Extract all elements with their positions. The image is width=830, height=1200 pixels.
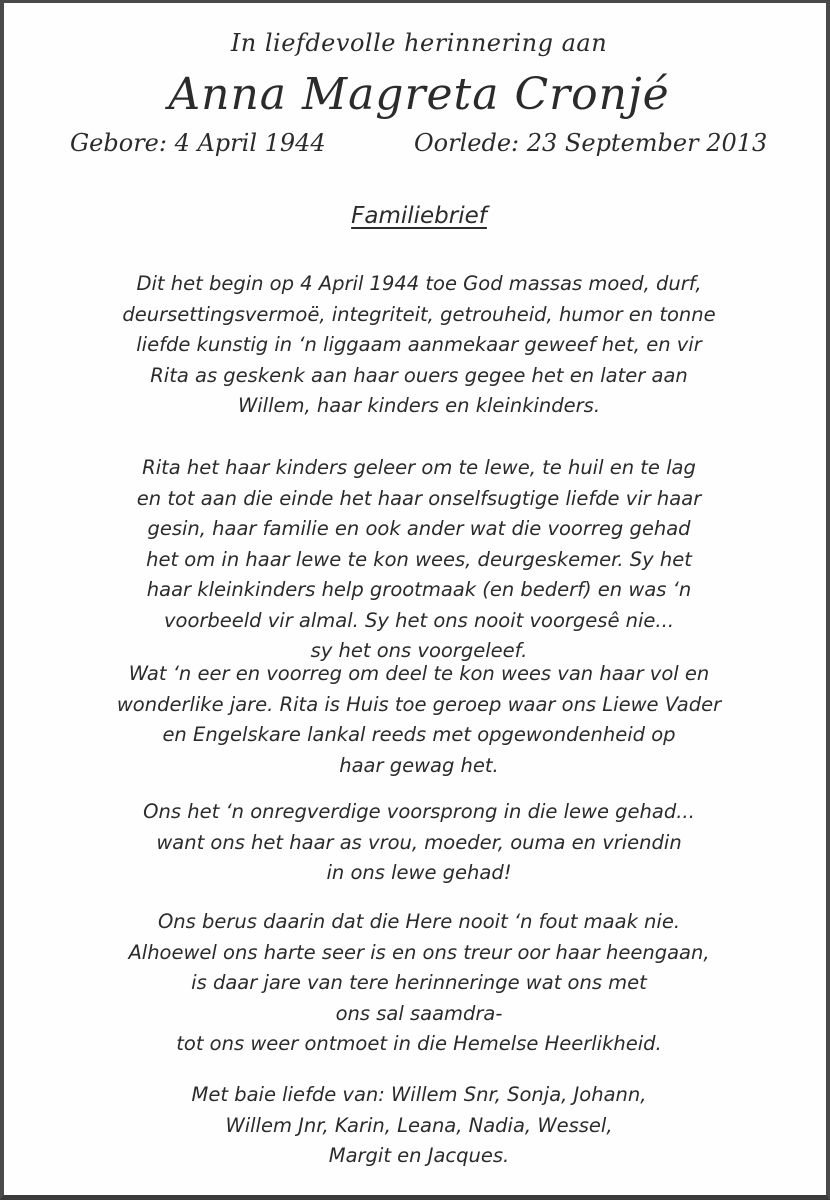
letter-title-text: Familiebrief	[351, 203, 487, 229]
paragraph-signature	[34, 1080, 804, 1172]
text-line: Wat ‘n eer en voorreg om deel te kon wees van haar vol en	[128, 662, 710, 685]
text-line: want ons het haar as vrou, moeder, ouma en vriendin	[156, 830, 682, 854]
text-line: en Engelskare lankal reeds met opgewondenheid op	[162, 723, 676, 746]
paragraph-faith	[34, 907, 804, 1060]
text-line: Margit en Jacques.	[328, 1144, 510, 1167]
paragraph-headstart	[34, 797, 804, 889]
text-line: is daar jare van tere herinneringe wat ons met	[191, 971, 647, 994]
letter-title	[4, 203, 830, 229]
text-line: tot ons weer ontmoet in die Hemelse Heerlikheid.	[176, 1032, 662, 1055]
text-line: sy het ons voorgeleef.	[310, 639, 528, 662]
text-line: Ons berus daarin dat die Here nooit ‘n fout maak nie.	[157, 910, 681, 933]
text-line: in ons lewe gehad!	[326, 861, 512, 884]
text-line: voorbeeld vir almal. Sy het ons nooit voorgesê nie...	[163, 608, 675, 632]
paragraph-life	[34, 453, 804, 667]
text-line: wonderlike jare. Rita is Huis toe geroep waar ons Liewe Vader	[116, 692, 722, 716]
paragraph-honour	[34, 659, 804, 781]
text-line: deursettingsvermoë, integriteit, getrouheid, humor en tonne	[122, 302, 716, 326]
text-line: Rita het haar kinders geleer om te lewe, te huil en te lag	[142, 456, 696, 479]
text-line: Dit het begin op 4 April 1944 toe God massas moed, durf,	[136, 272, 702, 295]
text-line: haar gewag het.	[339, 753, 499, 777]
text-line: Alhoewel ons harte seer is en ons treur oor haar heengaan,	[128, 940, 710, 964]
text-line: en tot aan die einde het haar onselfsugtige liefde vir haar	[136, 486, 702, 510]
text-line: Willem Jnr, Karin, Leana, Nadia, Wessel,	[225, 1113, 613, 1137]
text-line: ons sal saamdra-	[335, 1001, 503, 1025]
text-line: Ons het ‘n onregverdige voorsprong in die lewe gehad...	[143, 800, 695, 823]
birth-date: Gebore: 4 April 1944	[70, 129, 326, 157]
text-line: Met baie liefde van: Willem Snr, Sonja, Johann,	[191, 1083, 647, 1106]
paragraph-birth	[34, 269, 804, 422]
deceased-name: Anna Magreta Cronjé	[168, 69, 670, 120]
text-line: haar kleinkinders help grootmaak (en bederf) en was ‘n	[146, 578, 692, 601]
text-line: Willem, haar kinders en kleinkinders.	[237, 394, 601, 417]
intro-heading: In liefdevolle herinnering aan	[230, 29, 608, 57]
death-date: Oorlede: 23 September 2013	[414, 129, 768, 157]
text-line: het om in haar lewe te kon wees, deurgeskemer. Sy het	[146, 547, 692, 571]
text-line: liefde kunstig in ‘n liggaam aanmekaar geweef het, en vir	[136, 333, 702, 356]
text-line: gesin, haar familie en ook ander wat die voorreg gehad	[147, 517, 691, 540]
text-line: Rita as geskenk aan haar ouers gegee het en later aan	[150, 363, 688, 387]
